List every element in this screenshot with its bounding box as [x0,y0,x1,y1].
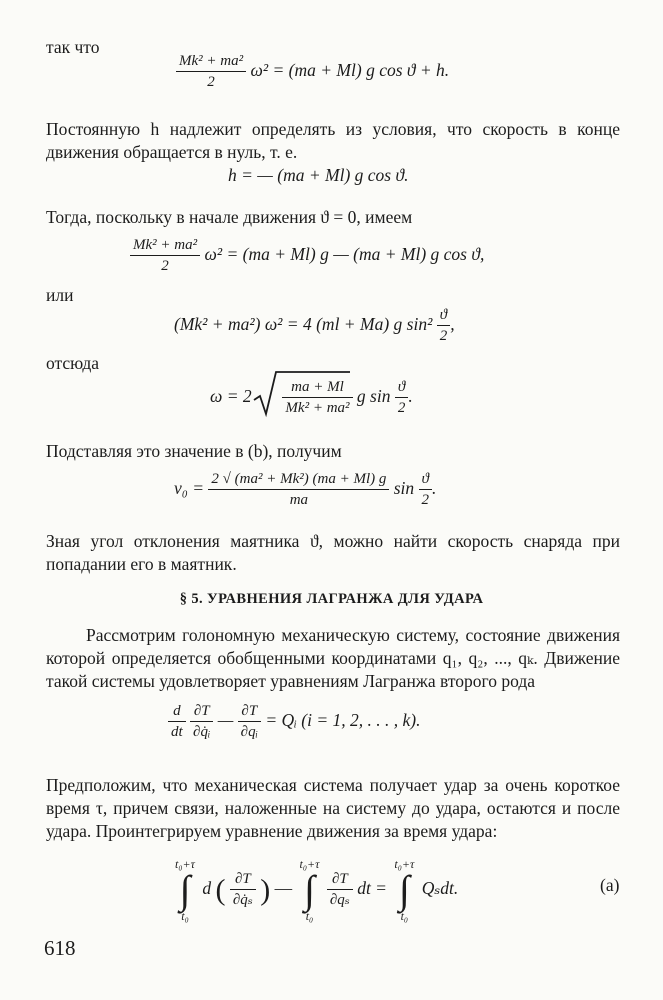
eq8-num-dT: ∂T [230,870,256,890]
eq4-lhs: (Mk² + ma²) ω² = 4 (ml + Ma) g sin² [174,314,433,335]
eq8-fraction-1 [230,870,256,910]
eq1-denominator: 2 [207,73,215,90]
eq7-fraction-d [168,702,186,742]
eq8-d: d [202,878,212,899]
integral-3 [391,858,417,922]
integral-sign-icon: ∫ [303,867,315,912]
eq6-mid: sin [393,478,415,499]
eq7-fraction-dT-dqdot [190,702,213,742]
eq6-denominator-2: 2 [421,491,430,508]
integral-1 [172,858,198,922]
eq4-tail: , [450,314,455,335]
eq8-q: Qₛdt. [421,878,459,899]
eq7-den-dt: dt [171,723,183,740]
page-number: 618 [44,936,76,960]
eq8-den-dq: ∂qₛ [329,891,350,908]
eq8-fraction-2 [327,870,353,910]
integral-2-upper: t₀+τ [299,857,320,871]
text-so-that: так что [46,37,100,57]
equation-1 [176,52,449,92]
equation-2: h = — (ma + Ml) g cos ϑ. [228,165,409,185]
text-consider-system: Рассмотрим голономную механическую систему, состояние движения которой определяется обобщенными координатами q₁, q₂, ..., qₖ. Движение такой системы удовлетворяет уравнениям Лагранжа второго рода [46,625,620,691]
text-suppose: Предположим, что механическая система получает удар за очень короткое время τ, причем связи, наложенные на систему до удара, остаются и после удара. Проинтегрируем уравнение движения за время удара: [46,775,620,841]
eq7-num-dT: ∂T [190,702,213,722]
eq5-mid: g sin [356,386,391,407]
integral-sign-icon: ∫ [179,867,191,912]
text-or: или [46,285,74,305]
equation-label-a: (a) [600,875,620,895]
equation-8 [172,858,458,922]
eq7-rest: = Qᵢ (i = 1, 2, . . . , k). [265,710,421,731]
integral-3-lower: t₀ [400,909,409,923]
eq7-fraction-dT-dq [238,702,261,742]
text-substituting: Подставляя это значение в (b), получим [46,441,342,461]
sqrt-sign-icon [252,368,352,420]
integral-2 [296,858,322,922]
eq8-num-dT-2: ∂T [327,870,353,890]
text-knowing-angle: Зная угол отклонения маятника ϑ, можно найти скорость снаряда при попадании его в маятник. [46,531,620,574]
text-hence: отсюда [46,353,100,373]
equation-3 [130,236,484,276]
integral-1-upper: t₀+τ [175,857,195,871]
eq6-numerator: 2 √ (ma² + Mk²) (ma + Ml) g [208,470,389,490]
integral-1-lower: t₀ [181,909,189,923]
eq5-fraction-2 [395,378,409,418]
eq3-fraction [130,236,200,276]
integral-2-lower: t₀ [305,909,314,923]
eq7-minus: — [217,710,234,731]
eq3-denominator: 2 [161,257,169,274]
text-constant-h: Постоянную h надлежит определять из условия, что скорость в конце движения обращается в нуль, т. е. [46,119,620,162]
eq1-fraction [176,52,246,92]
left-paren-icon: ( [215,873,226,907]
eq5-denominator: Mk² + ma² [285,399,350,416]
equation-6 [174,470,436,510]
eq7-num-d: d [168,702,186,722]
eq5-sqrt [256,378,352,418]
equation-7 [168,702,421,742]
eq6-numerator-2: ϑ [419,470,433,490]
eq6-lhs: v₀ = [174,478,205,499]
eq7-den-dq: ∂qᵢ [240,723,258,740]
eq8-den-dqdot: ∂q̇ₛ [232,891,253,908]
integral-sign-icon: ∫ [398,867,410,912]
eq5-denominator-2: 2 [397,399,406,416]
equation-4 [174,306,455,346]
eq5-tail: . [408,386,413,407]
eq4-denominator: 2 [439,327,448,344]
eq6-fraction-2 [419,470,433,510]
eq6-fraction [208,470,389,510]
eq1-numerator: Mk² + ma² [176,52,246,72]
eq6-tail: . [432,478,437,499]
equation-5 [210,378,413,418]
eq4-fraction [437,306,451,346]
right-paren-icon: ) [260,873,271,907]
eq1-rest: ω² = (ma + Ml) g cos ϑ + h. [250,60,450,81]
eq3-numerator: Mk² + ma² [130,236,200,256]
text-then: Тогда, поскольку в начале движения ϑ = 0, имеем [46,207,413,227]
eq8-dt: dt = [357,878,387,899]
integral-3-upper: t₀+τ [394,857,415,871]
eq5-numerator: ma + Ml [282,378,352,398]
eq5-numerator-2: ϑ [395,378,409,398]
eq6-denominator: ma [289,491,309,508]
eq3-rest: ω² = (ma + Ml) g — (ma + Ml) g cos ϑ, [204,244,485,265]
eq5-lhs: ω = 2 [210,386,252,407]
eq7-num-dT-2: ∂T [238,702,261,722]
eq4-numerator: ϑ [437,306,451,326]
section-heading: § 5. УРАВНЕНИЯ ЛАГРАНЖА ДЛЯ УДАРА [179,591,484,607]
minus-icon: — [274,878,293,899]
eq7-den-dqdot: ∂q̇ᵢ [193,723,211,740]
